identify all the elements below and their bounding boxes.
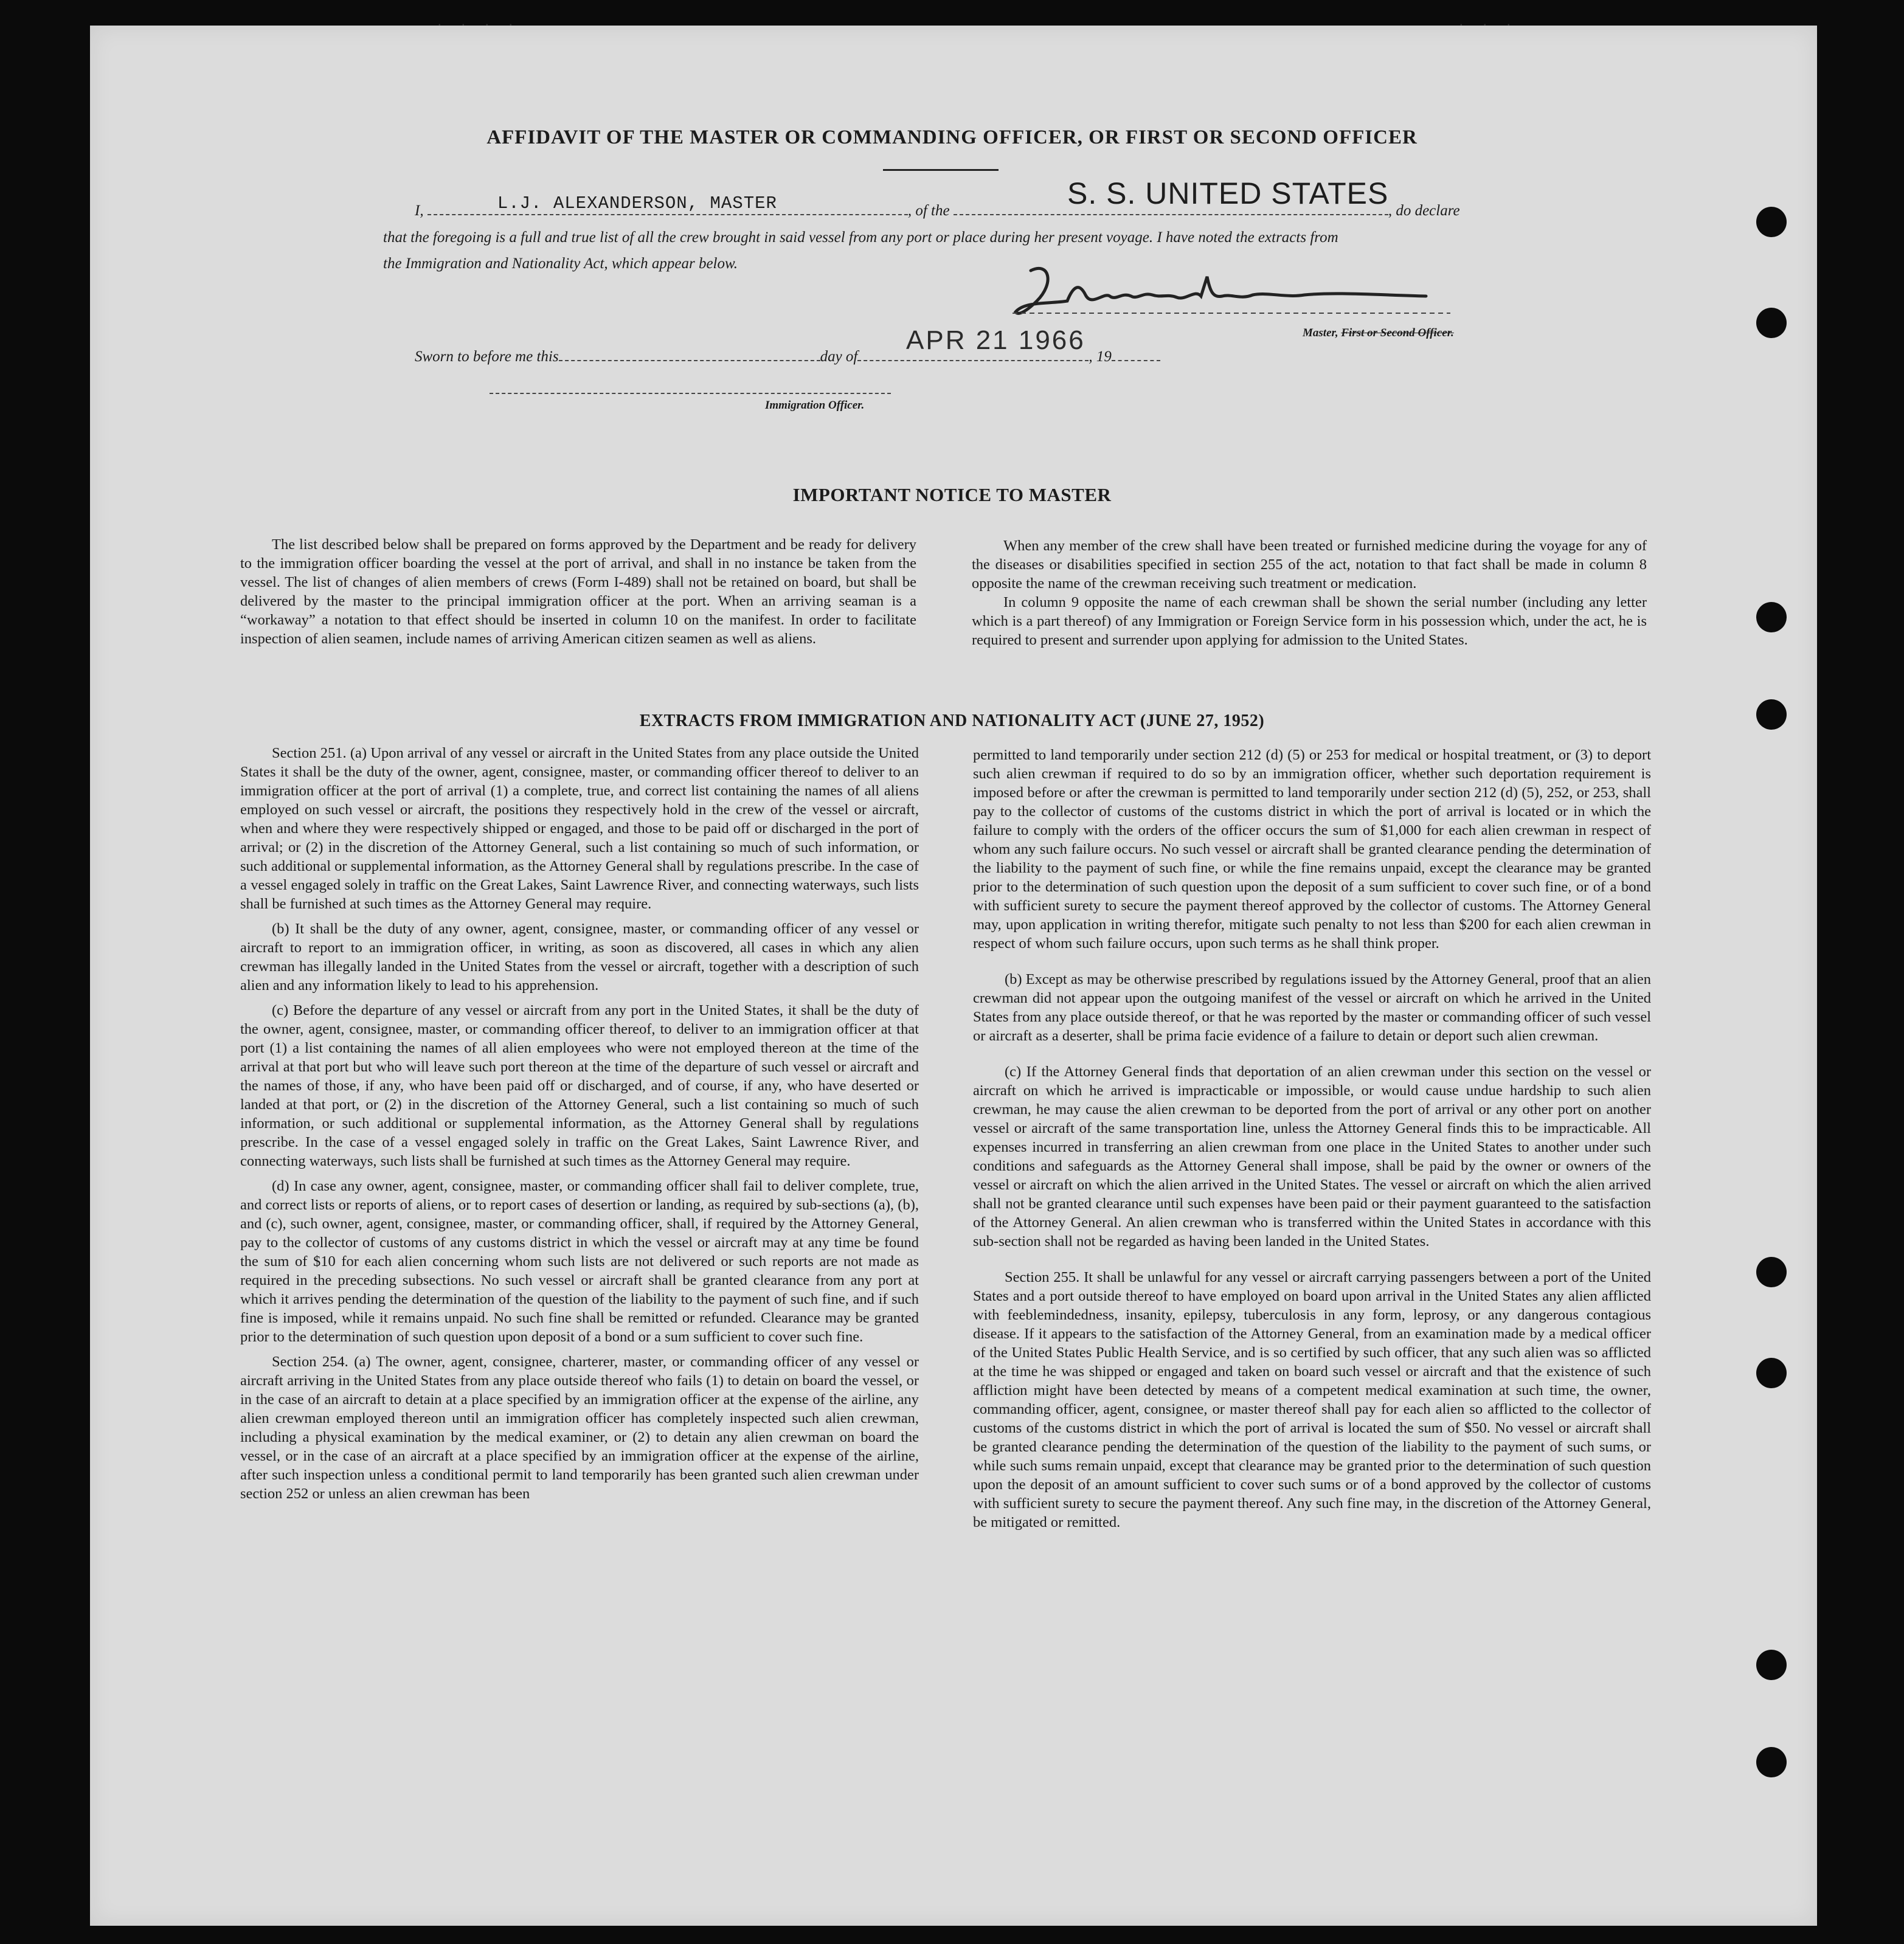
vessel-name: S. S. UNITED STATES [1067,176,1389,210]
extract-paragraph: (b) It shall be the duty of any owner, agent, consignee, master, or commanding officer of any vessel or aircraft to report to an immigration officer, in writing, as soon as discovered, all cases in which any alien crewman has illegally landed in the United States from the vessel or aircraft, together with a description of such alien and any information likely to lead to his apprehension. [240,921,919,994]
do-declare-label: , do declare [1388,202,1460,219]
sworn-label: Sworn to before me this [415,348,559,365]
officer-label: Immigration Officer. [765,399,865,412]
binder-hole [1756,1747,1787,1777]
notice-left-paragraph: The list described below shall be prepared on forms approved by the Department and be ready for delivery to the immigration officer boarding the vessel at the port of arrival, and shall in no instance be taken from the vessel. The list of changes of alien members of crews (Form I-489) shall not be retained on board, but shall be delivered by the master to the principal immigration officer at the port. When an arriving seaman is a “workaway” a notation to that effect should be inserted in column 10 on the manifest. In order to facilitate inspection of alien seamen, include names of arriving American citizen seamen as well as aliens. [240,536,916,647]
master-signature [1013,258,1450,331]
extract-paragraph: (c) If the Attorney General finds that deportation of an alien crewman under this section on the vessel or aircraft on which he arrived is impracticable or impossible, or would cause undue hardship to such alien crewman, he may cause the alien crewman to be deported from the port of arrival or any other port on another vessel or aircraft of the same transportation line, unless the Attorney General finds this to be impracticable. All expenses incurred in transferring an alien crewman from one place in the United States to another under such conditions and safeguards as the Attorney General shall impose, shall be paid by the owner or owners of the vessel or aircraft on which the alien arrived in the United States. The vessel or aircraft on which the alien arrived shall not be granted clearance until such expenses have been paid or their payment guaranteed to the satisfaction of the Attorney General. An alien crewman who is transferred within the United States in accordance with this sub-section shall not be regarded as having been landed in the United States. [973,1064,1651,1250]
binder-hole [1756,1358,1787,1388]
signer-title-master: Master, [1303,327,1341,339]
extract-paragraph: (c) Before the departure of any vessel or aircraft from any port in the United States, it shall be the duty of the owner, agent, consignee, master, or commanding officer thereof, to deliver to an immigration officer at that port (1) a list containing the names of all alien employees who were not employed thereon at the time of the arrival at that port but who will leave such port thereon at the time of the departure of such vessel or aircraft and the names of those, if any, who have been paid off or discharged, and of course, if any, who have deserted or landed at that port, or (2) in the discretion of the Attorney General, such a list containing so much of such information, or such additional or supplemental information, as the Attorney General shall by regulations prescribe. In the case of a vessel engaged solely in traffic on the Great Lakes, Saint Lawrence River, and connecting waterways, such lists shall be furnished at such times as the Attorney General may require. [240,1002,919,1169]
notice-right-column [972,536,1647,655]
signer-title [1303,327,1454,340]
binder-hole [1756,1257,1787,1287]
extract-paragraph: Section 255. It shall be unlawful for any vessel or aircraft carrying passengers between a port of the United States and a port outside thereof to have employed on board upon arrival in the United States any alien afflicted with feeblemindedness, insanity, epilepsy, tuberculosis in any form, leprosy, or any dangerous contagious disease. If it appears to the satisfaction of the Attorney General, from an examination made by a medical officer of the United States Public Health Service, and is so certified by such officer, that any such alien was so afflicted at the time he was shipped or engaged and taken on board such vessel or aircraft and that the existence of such affliction might have been detected by means of a competent medical examination at such time, the owner, commanding officer, agent, consignee, or master thereof shall pay for each alien so afflicted to the collector of customs of the customs district in which the port of arrival is located the sum of $50. No vessel or aircraft shall be granted clearance pending the determination of the question of the liability to the payment of such sums, or while such sums remain unpaid, except that clearance may be granted prior to the determination of such question upon the deposit of an amount sufficient to cover such sums or of a bond approved by the collector of customs with sufficient surety to secure the payment thereof. Any such fine may, in the discretion of the Attorney General, be mitigated or remitted. [973,1269,1651,1531]
notice-title: IMPORTANT NOTICE TO MASTER [792,484,1112,505]
notice-right-paragraph-1: When any member of the crew shall have been treated or furnished medicine during the voyage for any of the diseases or disabilities specified in section 255 of the act, notation to that fact shall be made in column 8 opposite the name of the crewman receiving such treatment or medication. [972,538,1647,592]
notice-left-column [240,535,916,654]
of-the-label: , of the [907,202,950,219]
sworn-day-field [559,347,820,361]
extract-paragraph: permitted to land temporarily under section 212 (d) (5) or 253 for medical or hospital treatment, or (3) to deport such alien crewman if required to do so by an immigration officer, whether such deportation requirement is imposed before or after the crewman is permitted to land temporarily under section 212 (d) (5), 252, or 253, shall pay to the collector of customs of the customs district in which the port of arrival is located or in which the failure to comply with the orders of the officer occurs the sum of $1,000 for each alien crewman in respect of whom any such failure occurs. No such vessel or aircraft shall be granted clearance pending the determination of the liability to the payment of such fine, or while the fine remains unpaid, except the clearance may be granted prior to the determination of such question upon the deposit of a sum sufficient to cover such fine, or of a bond with sufficient surety to secure the payment thereof approved by the collector of customs. The Attorney General may, upon application in writing therefor, mitigate such penalty to not less than $200 for each alien crewman in respect of whom such failure occurs, upon such terms as he shall think proper. [973,747,1651,952]
edge-mark-right: . . . [1459,13,1519,29]
statement-line-2: the Immigration and Nationality Act, which appear below. [383,255,738,272]
binder-hole [1756,1650,1787,1680]
extract-paragraph: Section 254. (a) The owner, agent, consignee, charterer, master, or commanding officer of any vessel or aircraft arriving in the United States from any place outside thereof who fails (1) to detain on board the vessel, or in the case of an aircraft to detain at a place specified by an immigration officer at the expense of the airline, any alien crewman employed thereon until an immigration officer has completely inspected such alien crewman, including a physical examination by the medical examiner, or (2) to detain any alien crewman on board the vessel, or in the case of an aircraft at a place specified by an immigration officer at the expense of the airline, after such inspection unless a conditional permit to land temporarily has been granted such alien crewman under section 252 or unless an alien crewman has been [240,1354,919,1502]
edge-mark-left: . . . . [438,13,521,29]
extracts-left-column [240,744,919,1509]
sworn-year-field [1112,347,1160,361]
affidavit-title: AFFIDAVIT OF THE MASTER OR COMMANDING OFFICER, OR FIRST OR SECOND OFFICER [486,126,1418,148]
binder-hole [1756,207,1787,237]
master-name-field [428,193,908,215]
title-underline [883,169,999,171]
year-prefix: , 19 [1089,348,1112,365]
officer-signature-line [490,393,891,394]
extracts-right-column [973,745,1651,1538]
extract-paragraph: (b) Except as may be otherwise prescribed by regulations issued by the Attorney General, proof that an alien crewman did not appear upon the outgoing manifest of the vessel or aircraft on which he arrived in the United States from any place outside thereof, or that he was reported by the master or commanding officer of such vessel or aircraft as a deserter, shall be prima facie evidence of a failure to detain or deport such alien crewman. [973,971,1651,1044]
binder-hole [1756,308,1787,338]
date-stamp: APR 21 1966 [906,325,1085,355]
extract-paragraph: (d) In case any owner, agent, consignee, master, or commanding officer shall fail to deliver complete, true, and correct lists or reports of aliens, or to report cases of desertion or landing, as required by sub-sections (a), (b), and (c), such owner, agent, consignee, master, or commanding officer, shall, if required by the Attorney General, pay to the collector of customs of any customs district in which the vessel or aircraft may at any time be found the sum of $10 for each alien concerning whom such lists are not delivered or such reports are not made as required in the preceding subsections. No such vessel or aircraft shall be granted clearance from any port at which it arrives pending the determination of the question of the liability to the payment of such fine, and if such fine is imposed, while it remains unpaid. No such fine shall be remitted or refunded. Clearance may be granted prior to the determination of such question upon deposit of a bond or a sum sufficient to cover such fine. [240,1178,919,1345]
prefix-i: I, [415,202,424,219]
signer-title-struck: First or Second Officer. [1341,327,1454,339]
day-of-label: day of [820,348,858,365]
binder-hole [1756,602,1787,632]
notice-right-paragraph-2: In column 9 opposite the name of each crewman shall be shown the serial number (including any letter which is a part thereof) of any Immigration or Foreign Service form in his possession which, under the act, he is required to present and surrender upon applying for admission to the United States. [972,594,1647,648]
extract-paragraph: Section 251. (a) Upon arrival of any vessel or aircraft in the United States from any place outside the United States it shall be the duty of the owner, agent, consignee, master, or commanding officer thereof to deliver to an immigration officer at the port of arrival (1) a complete, true, and correct list containing the names of all aliens employed on such vessel or aircraft, the positions they respectively hold in the crew of the vessel or aircraft, when and where they were respectively shipped or engaged, and those to be paid off or discharged in the port of arrival; or (2) in the discretion of the Attorney General, such a list containing so much of such information, or such additional or supplemental information, as the Attorney General shall by regulations prescribe. In the case of a vessel engaged solely in traffic on the Great Lakes, Saint Lawrence River, and connecting waterways, such lists shall be furnished at such times as the Attorney General may require. [240,745,919,912]
master-name: L.J. ALEXANDERSON, MASTER [497,193,777,213]
extracts-title: EXTRACTS FROM IMMIGRATION AND NATIONALITY ACT (JUNE 27, 1952) [639,711,1265,730]
statement-line-1: that the foregoing is a full and true list of all the crew brought in said vessel from any port or place during her present voyage. I have noted the extracts from [383,229,1338,246]
